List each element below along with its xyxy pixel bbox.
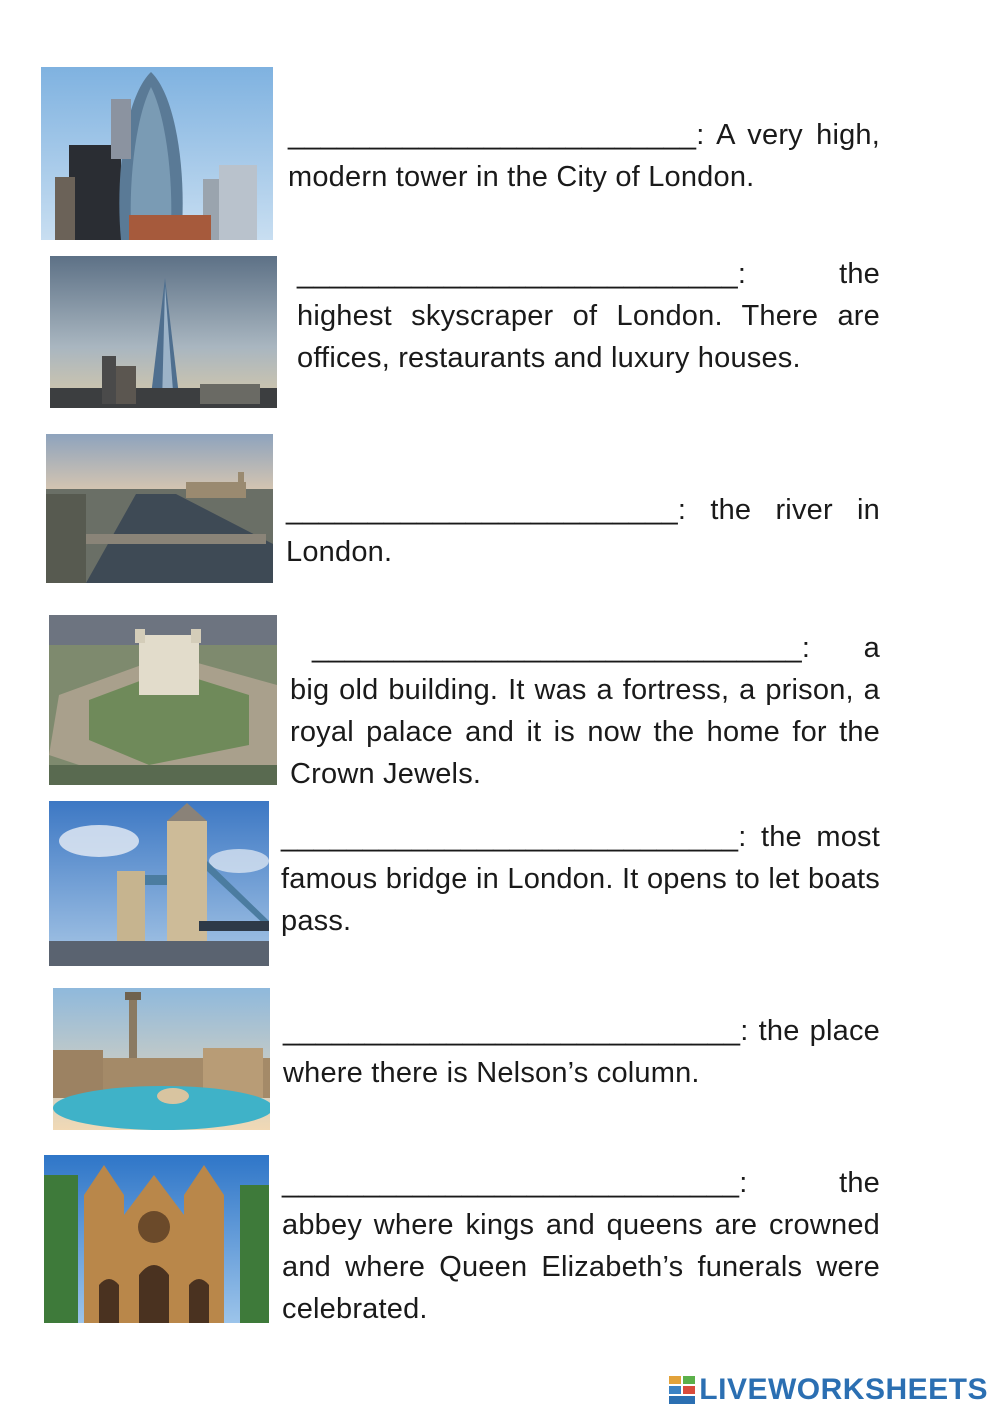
item-7-answer-blank[interactable]: ____________________________ bbox=[282, 1167, 740, 1199]
item-2-answer-blank[interactable]: ___________________________ bbox=[297, 258, 738, 290]
item-5-answer-blank[interactable]: ____________________________ bbox=[281, 821, 739, 853]
liveworksheets-logo bbox=[669, 1372, 988, 1408]
tower-of-london-photo bbox=[49, 615, 277, 785]
item-1-answer-blank[interactable]: _________________________ bbox=[288, 119, 697, 151]
item-3-text: ________________________: the river in London. bbox=[286, 489, 880, 573]
thames-photo bbox=[46, 434, 273, 583]
tower-bridge-photo bbox=[49, 801, 269, 966]
item-4-text: ______________________________: a big old building. It was a fortress, a prison, a royal palace and it is now the home for the Crown Jewels. bbox=[290, 627, 880, 795]
item-6-text: ____________________________: the place where there is Nelson’s column. bbox=[283, 1010, 880, 1094]
shard-photo bbox=[50, 256, 277, 408]
trafalgar-square-photo bbox=[53, 988, 270, 1130]
gherkin-photo bbox=[41, 67, 273, 240]
item-5-text: ____________________________: the most famous bridge in London. It opens to let boats pass. bbox=[281, 816, 880, 942]
item-6-answer-blank[interactable]: ____________________________ bbox=[283, 1015, 741, 1047]
item-4-answer-blank[interactable]: ______________________________ bbox=[312, 632, 802, 664]
item-2-text: ___________________________: the highest skyscraper of London. There are offices, restaurants and luxury houses. bbox=[297, 253, 880, 379]
westminster-abbey-photo bbox=[44, 1155, 269, 1323]
item-3-answer-blank[interactable]: ________________________ bbox=[286, 494, 678, 526]
item-1-text: _________________________: A very high, modern tower in the City of London. bbox=[288, 114, 880, 198]
item-7-text: ____________________________: the abbey where kings and queens are crowned and where Queen Elizabeth’s funerals were celebrated. bbox=[282, 1162, 880, 1330]
liveworksheets-logo-text: LIVEWORKSHEETS bbox=[699, 1373, 988, 1406]
liveworksheets-logo-icon bbox=[669, 1376, 695, 1404]
